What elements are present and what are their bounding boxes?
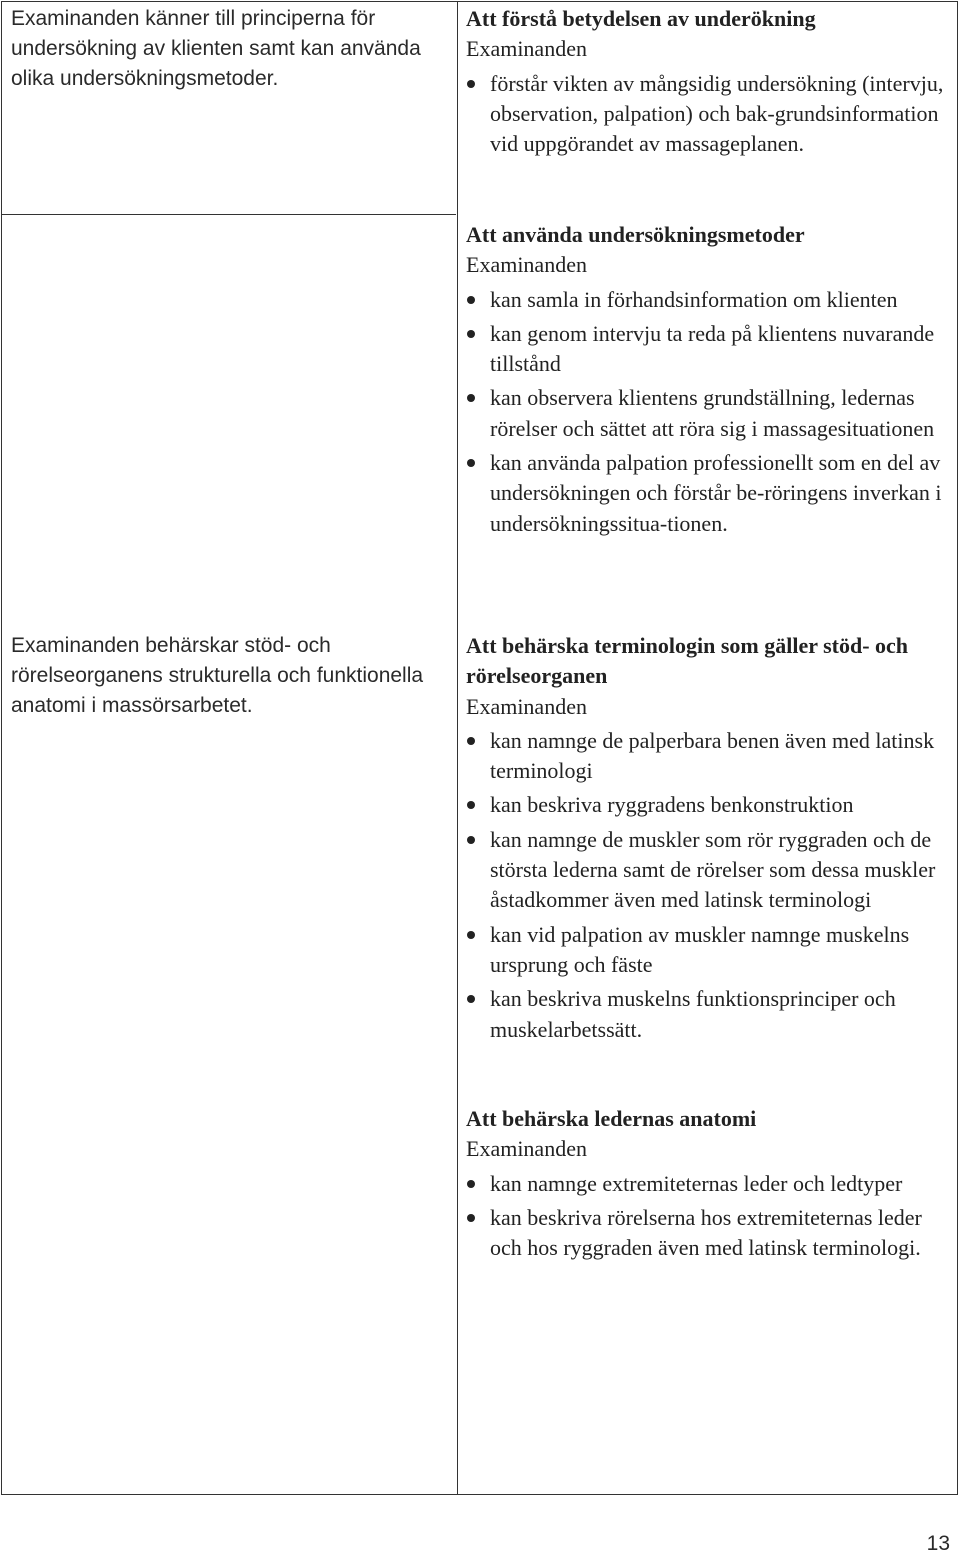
list-item [466, 448, 946, 539]
bullet-icon [467, 836, 475, 844]
bullet-icon [467, 296, 475, 304]
criteria-list [466, 1169, 946, 1264]
list-item-text: kan namnge extremiteternas leder och ledtyper [490, 1170, 903, 1196]
bullet-icon [467, 801, 475, 809]
bullet-icon [467, 459, 475, 467]
section-subject: Examinanden [466, 252, 587, 278]
list-item [466, 920, 946, 981]
column-divider [457, 2, 458, 1494]
list-item-text: kan använda palpation professionellt som en del av undersökningen och förstår be-röringens inverkan i undersökningssitua-tionen. [490, 450, 942, 536]
section-heading: Att förstå betydelsen av underökning [466, 6, 816, 31]
list-item-text: kan namnge de muskler som rör ryggraden och de största lederna samt de rörelser som dessa muskler åstadkommer även med latinsk terminologi [490, 826, 936, 913]
bullet-icon [467, 931, 475, 939]
bullet-icon [467, 995, 475, 1003]
list-item [466, 285, 946, 315]
list-item [466, 790, 946, 820]
list-item-text: kan genom intervju ta reda på klientens nuvarande tillstånd [490, 320, 935, 377]
list-item [466, 319, 946, 380]
criteria-list [466, 69, 946, 160]
section-terminologi [466, 631, 946, 1049]
competence-2: Examinanden behärskar stöd- och rörelseorganens strukturella och funktionella anatomi i massörsarbetet. [11, 634, 424, 717]
bullet-icon [467, 1214, 475, 1222]
competence-1: Examinanden känner till principerna för undersökning av klienten samt kan använda olika undersökningsmetoder. [11, 7, 421, 90]
competence-table [1, 1, 958, 1495]
section-subject: Examinanden [466, 36, 587, 62]
row-divider [2, 214, 456, 215]
section-subject: Examinanden [466, 1136, 587, 1162]
list-item-text: förstår vikten av mångsidig undersökning (intervju, observation, palpation) och bak-grundsinformation vid uppgörandet av massageplanen. [490, 70, 944, 157]
criteria-list [466, 726, 946, 1045]
list-item [466, 383, 946, 444]
list-item-text: kan beskriva ryggradens benkonstruktion [490, 792, 854, 818]
section-heading: Att behärska ledernas anatomi [466, 1106, 757, 1131]
section-underokning [466, 4, 946, 163]
list-item [466, 69, 946, 160]
bullet-icon [467, 1180, 475, 1188]
section-ledernas-anatomi [466, 1104, 946, 1267]
bullet-icon [467, 394, 475, 402]
list-item-text: kan namnge de palperbara benen även med latinsk terminologi [490, 727, 935, 784]
bullet-icon [467, 737, 475, 745]
list-item-text: kan vid palpation av muskler namnge muskelns ursprung och fäste [490, 921, 910, 977]
list-item-text: kan beskriva rörelserna hos extremiteternas leder och hos ryggraden även med latinsk terminologi. [490, 1204, 922, 1261]
bullet-icon [467, 80, 475, 88]
section-heading: Att behärska terminologin som gäller stöd- och rörelseorganen [466, 633, 909, 689]
list-item [466, 984, 946, 1045]
list-item [466, 1169, 946, 1199]
section-heading: Att använda undersökningsmetoder [466, 222, 805, 247]
bullet-icon [467, 330, 475, 338]
list-item-text: kan observera klientens grundställning, ledernas rörelser och sättet att röra sig i massagesituationen [490, 385, 935, 441]
criteria-list [466, 285, 946, 539]
list-item-text: kan samla in förhandsinformation om klienten [490, 286, 898, 312]
page-number: 13 [926, 1532, 950, 1555]
section-subject: Examinanden [466, 693, 587, 719]
list-item-text: kan beskriva muskelns funktionsprinciper och muskelarbetssätt. [490, 986, 896, 1042]
list-item [466, 726, 946, 787]
list-item [466, 1203, 946, 1264]
section-undersokningsmetoder [466, 220, 946, 543]
list-item [466, 825, 946, 916]
